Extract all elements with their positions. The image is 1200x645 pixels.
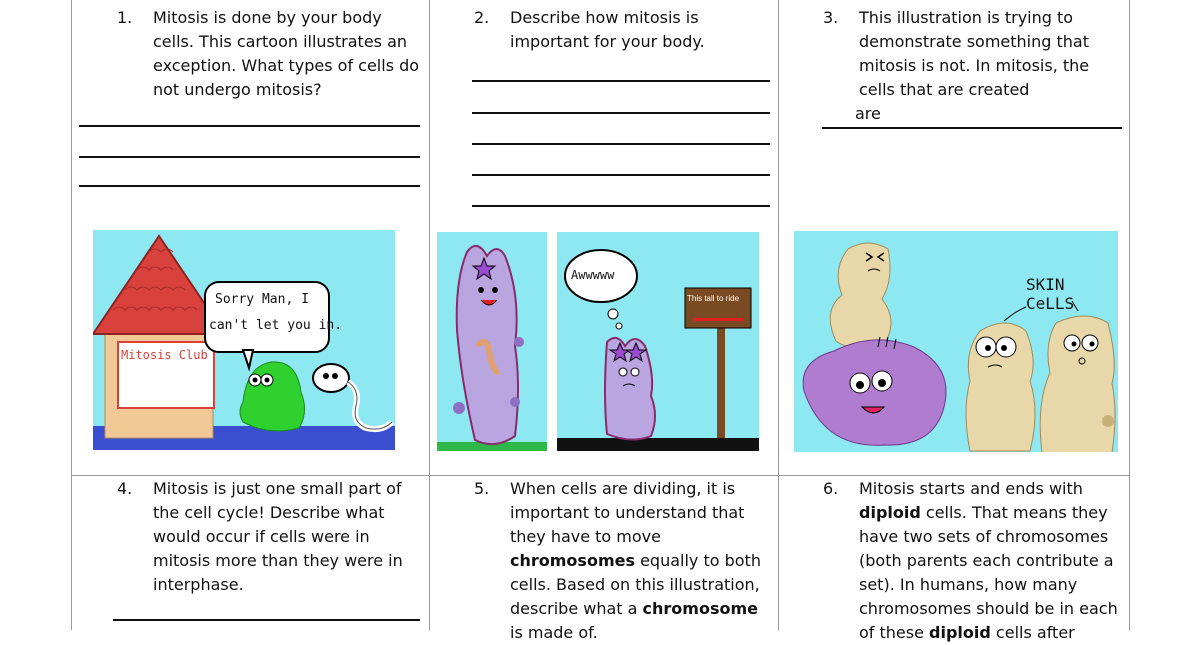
ride-sign-text: This tall to ride (687, 294, 740, 303)
question-text: This illustration is trying to demonstrate something that mitosis is not. In mitosis, the cells that are created (859, 8, 1090, 99)
skin-cells-label: SKIN CeLLS (1026, 275, 1075, 313)
question-text: Mitosis is done by your body cells. This cartoon illustrates an exception. What types of cells do not undergo mitosis? (153, 8, 420, 99)
answer-line[interactable] (113, 619, 420, 621)
grid-row-divider (71, 475, 1130, 476)
grid-left-border (71, 0, 72, 630)
answer-line[interactable] (472, 205, 770, 207)
answer-line[interactable] (79, 156, 420, 158)
question-number: 5. (474, 479, 490, 498)
answer-line[interactable] (472, 112, 770, 114)
question-3-tail: are (855, 104, 881, 123)
grid-divider-2 (778, 0, 779, 630)
question-text: When cells are dividing, it is important to understand that they have to move chromosomes equally to both cells. Based on this illustration, describe what a chromosome is made of. (510, 479, 761, 642)
comic-mitosis-club (93, 230, 395, 450)
thought-text: Awwwww (571, 268, 615, 282)
question-text: Describe how mitosis is important for your body. (510, 8, 705, 51)
club-sign-text: Mitosis Club (121, 348, 208, 362)
question-number: 3. (823, 8, 839, 27)
answer-line[interactable] (472, 174, 770, 176)
answer-line[interactable] (472, 80, 770, 82)
speech-line-2: can't let you in. (209, 318, 343, 333)
question-number: 4. (117, 479, 133, 498)
grid-divider-1 (429, 0, 430, 630)
comic-ride-sign (557, 232, 759, 451)
question-number: 6. (823, 479, 839, 498)
answer-line[interactable] (79, 185, 420, 187)
answer-line[interactable] (79, 125, 420, 127)
answer-line[interactable] (472, 143, 770, 145)
comic-skin-cells (794, 231, 1118, 452)
answer-line[interactable] (822, 127, 1122, 129)
comic-tall-cell (437, 232, 547, 451)
speech-line-1: Sorry Man, I (215, 292, 309, 307)
question-number: 2. (474, 8, 490, 27)
question-text: Mitosis starts and ends with diploid cells. That means they have two sets of chromosomes (both parents each contribute a set). In humans, how many chromosomes should be in each of these diploid cells after (859, 479, 1118, 642)
question-text: Mitosis is just one small part of the cell cycle! Describe what would occur if cells were in mitosis more than they were in interphase. (153, 479, 403, 594)
question-number: 1. (117, 8, 133, 27)
grid-right-border (1129, 0, 1130, 630)
